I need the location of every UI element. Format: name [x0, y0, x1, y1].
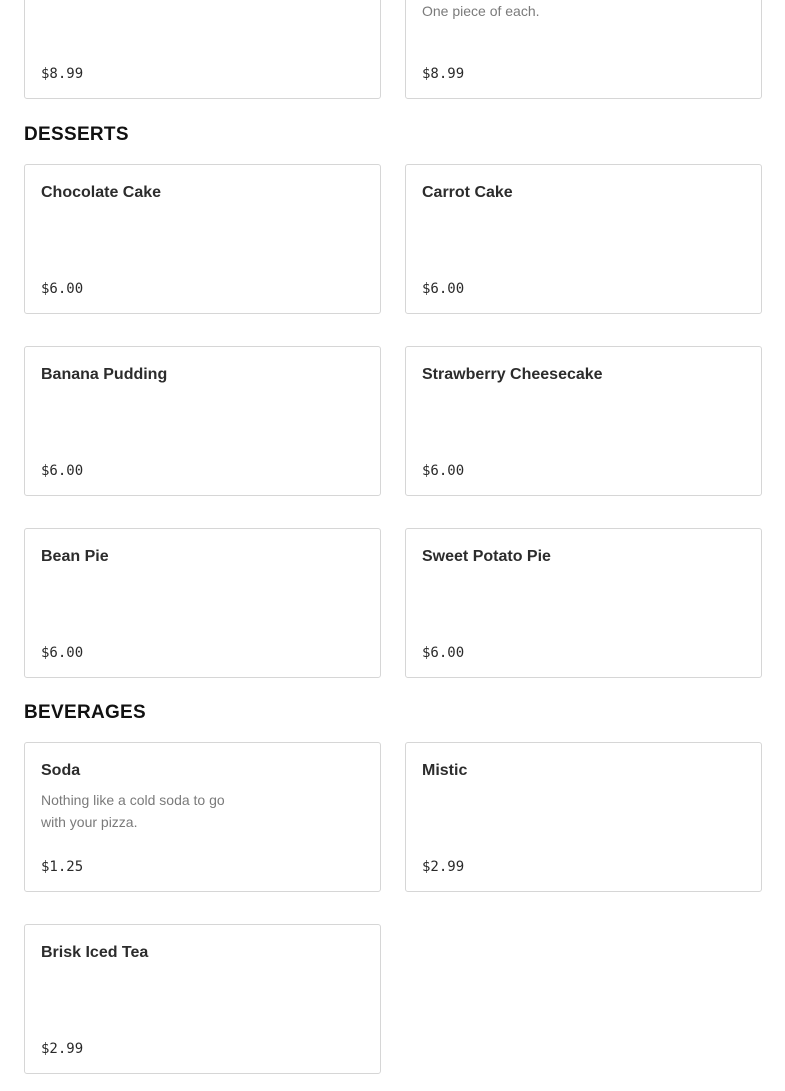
menu-item-description: One piece of each. [422, 3, 540, 19]
section-title-desserts: DESSERTS [24, 124, 129, 145]
menu-item-name: Mistic [422, 762, 468, 779]
menu-item-price: $8.99 [422, 66, 465, 82]
menu-item-name: Bean Pie [41, 548, 109, 565]
menu-item-name: Brisk Iced Tea [41, 944, 149, 961]
menu-item-name: Strawberry Cheesecake [422, 366, 603, 383]
menu-item-price: $2.99 [41, 1041, 84, 1057]
menu-item-price: $6.00 [41, 281, 84, 297]
menu-item-card[interactable] [405, 164, 762, 314]
menu-item-card[interactable] [405, 528, 762, 678]
menu-item-card[interactable] [24, 346, 381, 496]
menu-item-price: $6.00 [41, 463, 84, 479]
menu-item-price: $6.00 [422, 281, 465, 297]
menu-item-description: Nothing like a cold soda to go with your pizza. [41, 792, 225, 830]
menu-item-price: $8.99 [41, 66, 84, 82]
menu-item-card[interactable] [405, 742, 762, 892]
menu-item-card[interactable] [405, 0, 762, 99]
menu-item-name: Banana Pudding [41, 366, 168, 383]
menu-item-price: $6.00 [422, 463, 465, 479]
menu-item-card[interactable] [24, 0, 381, 99]
menu-item-price: $1.25 [41, 859, 84, 875]
section-title-beverages: BEVERAGES [24, 702, 147, 723]
menu-item-card[interactable] [24, 164, 381, 314]
menu-item-price: $6.00 [41, 645, 84, 661]
menu-item-price: $6.00 [422, 645, 465, 661]
menu-item-name: Carrot Cake [422, 184, 513, 201]
menu-item-name: Chocolate Cake [41, 184, 162, 201]
menu-item-card[interactable] [24, 742, 381, 892]
menu-item-card[interactable] [24, 924, 381, 1074]
menu-item-card[interactable] [24, 528, 381, 678]
menu-item-price: $2.99 [422, 859, 465, 875]
menu-item-name: Soda [41, 762, 81, 779]
menu-item-name: Sweet Potato Pie [422, 548, 551, 565]
menu-item-card[interactable] [405, 346, 762, 496]
